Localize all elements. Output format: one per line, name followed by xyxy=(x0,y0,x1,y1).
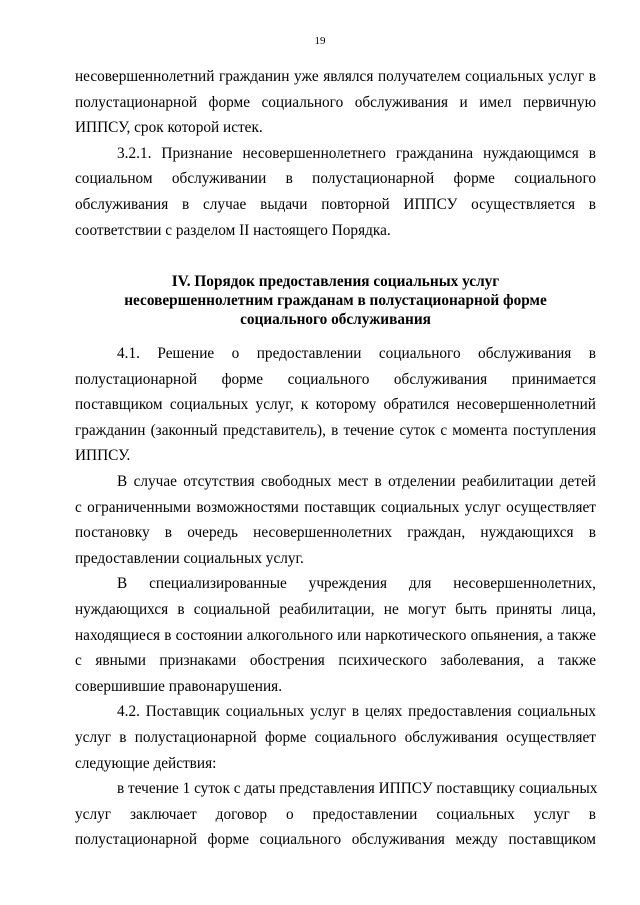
text-line: нуждающихся в социальной реабилитации, не могут быть приняты лица, xyxy=(75,600,596,618)
heading-line: несовершеннолетним гражданам в полустационарной форме xyxy=(124,292,547,309)
paragraph-4-1 xyxy=(75,341,596,469)
page-number: 19 xyxy=(314,35,326,47)
text-line: находящиеся в состоянии алкогольного или наркотического опьянения, а также xyxy=(75,626,596,644)
heading-line: социального обслуживания xyxy=(240,311,431,328)
text-line: соответствии с разделом II настоящего Порядка. xyxy=(75,221,391,239)
text-line: предоставлении социальных услуг. xyxy=(75,549,304,567)
text-line: полустационарной форме социального обслуживания принимается xyxy=(75,370,596,388)
section-heading xyxy=(75,272,596,329)
paragraph-within-one-day xyxy=(75,776,596,853)
heading-line: IV. Порядок предоставления социальных услуг xyxy=(171,273,500,290)
text-line: гражданин (законный представитель), в течение суток с момента поступления xyxy=(75,421,596,439)
text-line: с явными признаками обострения психического заболевания, а также xyxy=(75,652,596,670)
paragraph-intro xyxy=(75,64,596,141)
text-line: ИППСУ, срок которой истек. xyxy=(75,119,263,137)
paragraph-specialized xyxy=(75,571,596,699)
text-line: 3.2.1. Признание несовершеннолетнего гражданина нуждающимся в xyxy=(117,144,596,162)
text-line: следующие действия: xyxy=(75,754,217,772)
text-line: в течение 1 суток с даты представления ИППСУ поставщику социальных xyxy=(117,780,598,798)
body-text-top xyxy=(75,64,596,243)
text-line: обслуживания в случае выдачи повторной ИППСУ осуществляется в xyxy=(75,195,596,213)
text-line: полустационарной форме социального обслуживания и имел первичную xyxy=(75,93,596,111)
text-line: с ограниченными возможностями поставщик социальных услуг осуществляет xyxy=(75,498,596,516)
text-line: 4.2. Поставщик социальных услуг в целях предоставления социальных xyxy=(117,703,596,721)
text-line: постановку в очередь несовершеннолетних граждан, нуждающихся в xyxy=(75,524,596,542)
text-line: 4.1. Решение о предоставлении социального обслуживания в xyxy=(117,345,596,362)
text-line: услуг заключает договор о предоставлении социальных услуг в xyxy=(75,805,596,823)
paragraph-absence xyxy=(75,469,596,571)
text-line: ИППСУ. xyxy=(75,447,131,465)
text-line: поставщиком социальных услуг, к которому обратился несовершеннолетний xyxy=(75,396,596,414)
paragraph-3-2-1 xyxy=(75,141,596,243)
text-line: В случае отсутствия свободных мест в отделении реабилитации детей xyxy=(117,472,596,490)
text-line: несовершеннолетний гражданин уже являлся получателем социальных услуг в xyxy=(75,68,596,85)
paragraph-4-2 xyxy=(75,699,596,776)
text-line: услуг в полустационарной форме социального обслуживания осуществляет xyxy=(75,728,596,746)
text-line: полустационарной форме социального обслуживания между поставщиком xyxy=(75,831,596,849)
text-line: совершившие правонарушения. xyxy=(75,677,283,695)
text-line: В специализированные учреждения для несовершеннолетних, xyxy=(117,575,596,593)
body-text-main xyxy=(75,341,596,853)
text-line: социальном обслуживании в полустационарной форме социального xyxy=(75,170,596,188)
